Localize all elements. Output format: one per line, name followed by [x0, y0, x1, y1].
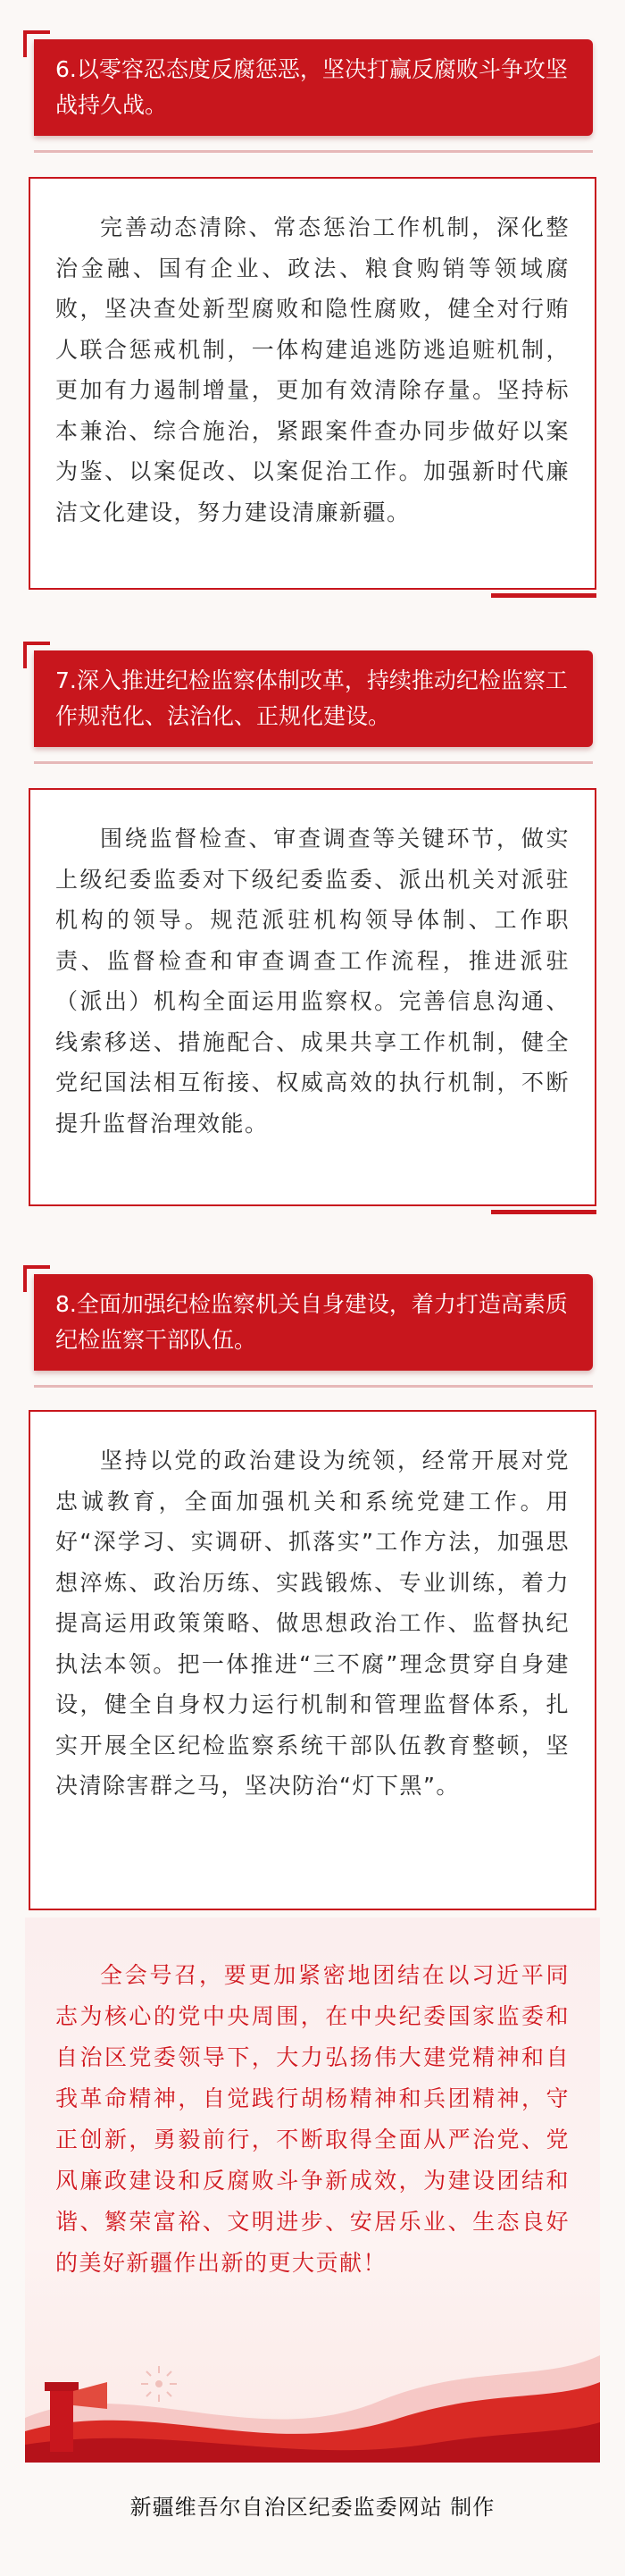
- footer-credit: 新疆维吾尔自治区纪委监委网站 制作: [129, 2495, 496, 2520]
- firework-icon: [141, 2366, 177, 2402]
- section-8-body-box: [29, 1410, 596, 1910]
- section-7-heading: [34, 650, 593, 747]
- section-7-body-text: 围绕监督检查、审查调查等关键环节，做实上级纪委监委对下级纪委监委、派出机关对派驻机构的领导。规范派驻机构领导体制、工作职责、监督检查和审查调查工作流程，推进派驻（派出）机构全面运用监察权。完善信息沟通、线索移送、措施配合、成果共享工作机制，健全党纪国法相互衔接、权威高效的执行机制，不断提升监督治理效能。: [55, 826, 570, 1137]
- closing-text: 全会号召，要更加紧密地团结在以习近平同志为核心的党中央周围，在中央纪委国家监委和自治区党委领导下，大力弘扬伟大建党精神和自我革命精神，自觉践行胡杨精神和兵团精神，守正创新，勇毅前行，不断取得全面从严治党、党风廉政建设和反腐败斗争新成效，为建设团结和谐、繁荣富裕、文明进步、安居乐业、生态良好的美好新疆作出新的更大贡献！: [55, 1962, 570, 2276]
- section-7-body-box: [29, 788, 596, 1206]
- section-6-heading: [34, 39, 593, 136]
- section-8-heading: [34, 1274, 593, 1371]
- section-7-box-accent-bar: [491, 1210, 596, 1214]
- decorative-banner-illustration: [25, 2320, 600, 2463]
- section-6-body-box: [29, 177, 596, 590]
- section-6-heading-text: 6.以零容忍态度反腐惩恶，坚决打赢反腐败斗争攻坚战持久战。: [55, 56, 568, 118]
- section-6-body-text: 完善动态清除、常态惩治工作机制，深化整治金融、国有企业、政法、粮食购销等领域腐败，坚决查处新型腐败和隐性腐败，健全对行贿人联合惩戒机制，一体构建追逃防逃追赃机制，更加有力遏制增量，更加有效清除存量。坚持标本兼治、综合施治，紧跟案件查办同步做好以案为鉴、以案促改、以案促治工作。加强新时代廉洁文化建设，努力建设清廉新疆。: [55, 214, 570, 525]
- section-8-heading-underline: [34, 1385, 593, 1388]
- section-8-body-text: 坚持以党的政治建设为统领，经常开展对党忠诚教育，全面加强机关和系统党建工作。用好“深学习、实调研、抓落实”工作方法，加强思想淬炼、政治历练、实践锻炼、专业训练，着力提高运用政策策略、做思想政治工作、监督执纪执法本领。把一体推进“三不腐”理念贯穿自身建设，健全自身权力运行机制和管理监督体系，扎实开展全区纪检监察系统干部队伍教育整顿，坚决清除害群之马，坚决防治“灯下黑”。: [55, 1447, 570, 1799]
- section-7-heading-text: 7.深入推进纪检监察体制改革，持续推动纪检监察工作规范化、法治化、正规化建设。: [55, 667, 568, 729]
- closing-panel: [25, 1917, 600, 2463]
- section-6-box-accent-bar: [491, 593, 596, 598]
- section-8-heading-text: 8.全面加强纪检监察机关自身建设，着力打造高素质纪检监察干部队伍。: [55, 1291, 568, 1353]
- section-7-heading-underline: [34, 761, 593, 764]
- section-6-heading-underline: [34, 150, 593, 153]
